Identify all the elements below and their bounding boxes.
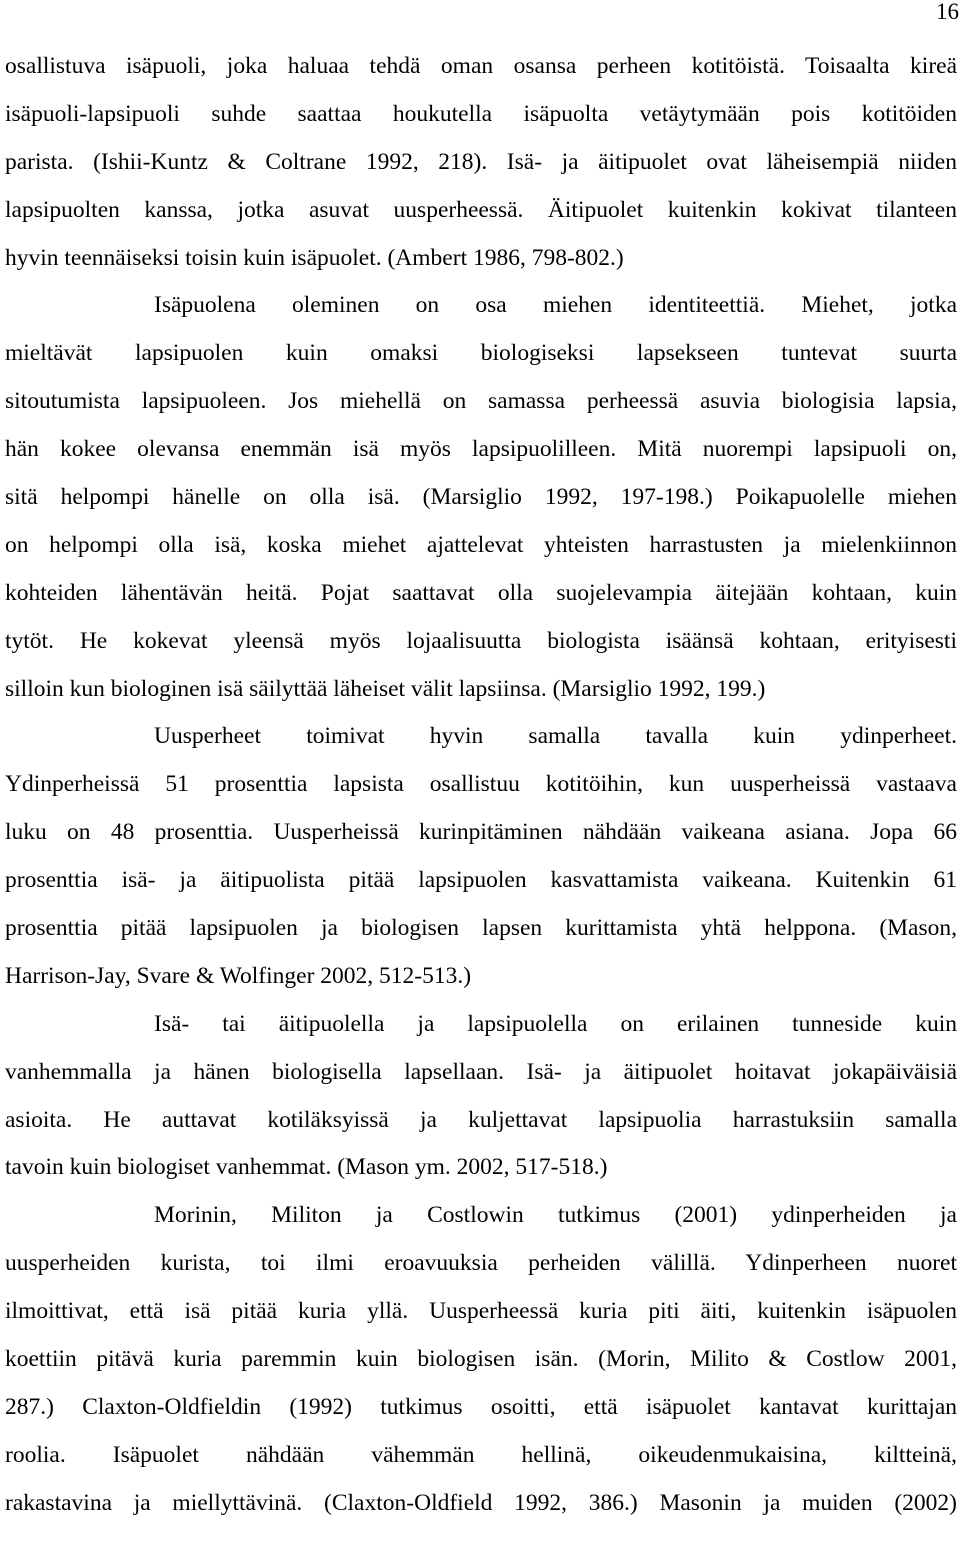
text-line: asioita. He auttavat kotiläksyissä ja kuljettavat lapsipuolia harrastuksiin samalla <box>5 1106 957 1133</box>
text-line: parista. (Ishii-Kuntz & Coltrane 1992, 218). Isä- ja äitipuolet ovat läheisempiä niiden <box>5 148 957 175</box>
text-line: koettiin pitävä kuria paremmin kuin biologisen isän. (Morin, Milito & Costlow 2001, <box>5 1346 957 1373</box>
text-line: vanhemmalla ja hänen biologisella lapsellaan. Isä- ja äitipuolet hoitavat jokapäiväisiä <box>5 1058 957 1085</box>
page-number: 16 <box>936 0 959 24</box>
text-line: 287.) Claxton-Oldfieldin (1992) tutkimus osoitti, että isäpuolet kantavat kurittajan <box>5 1393 957 1420</box>
text-line: roolia. Isäpuolet nähdään vähemmän hellinä, oikeudenmukaisina, kiltteinä, <box>5 1441 957 1468</box>
text-line: tavoin kuin biologiset vanhemmat. (Mason ym. 2002, 517-518.) <box>5 1154 608 1181</box>
text-line: sitä helpompi hänelle on olla isä. (Marsiglio 1992, 197-198.) Poikapuolelle miehen <box>5 484 957 511</box>
text-line: rakastavina ja miellyttävinä. (Claxton-Oldfield 1992, 386.) Masonin ja muiden (2002) <box>5 1489 957 1516</box>
text-line: Morinin, Militon ja Costlowin tutkimus (2001) ydinperheiden ja <box>154 1202 957 1229</box>
text-line: silloin kun biologinen isä säilyttää läheiset välit lapsiinsa. (Marsiglio 1992, 199.) <box>5 675 766 702</box>
text-line: Uusperheet toimivat hyvin samalla tavalla kuin ydinperheet. <box>154 723 957 750</box>
text-line: tytöt. He kokevat yleensä myös lojaalisuutta biologista isäänsä kohtaan, erityisesti <box>5 627 957 654</box>
body-text <box>5 43 957 1528</box>
text-line: isäpuoli-lapsipuoli suhde saattaa houkutella isäpuolta vetäytymään pois kotitöiden <box>5 100 957 127</box>
text-line: prosenttia pitää lapsipuolen ja biologisen lapsen kurittamista yhtä helppona. (Mason, <box>5 915 957 942</box>
text-line: on helpompi olla isä, koska miehet ajattelevat yhteisten harrastusten ja mielenkiinnon <box>5 531 957 558</box>
text-line: hyvin teennäiseksi toisin kuin isäpuolet. (Ambert 1986, 798-802.) <box>5 244 624 271</box>
text-line: mieltävät lapsipuolen kuin omaksi biologiseksi lapsekseen tuntevat suurta <box>5 340 957 367</box>
text-line: hän kokee olevansa enemmän isä myös lapsipuolilleen. Mitä nuorempi lapsipuoli on, <box>5 436 957 463</box>
text-line: Isäpuolena oleminen on osa miehen identiteettiä. Miehet, jotka <box>154 292 957 319</box>
text-line: lapsipuolten kanssa, jotka asuvat uusperheessä. Äitipuolet kuitenkin kokivat tilanteen <box>5 196 957 223</box>
text-line: Ydinperheissä 51 prosenttia lapsista osallistuu kotitöihin, kun uusperheissä vastaava <box>5 771 957 798</box>
text-line: Isä- tai äitipuolella ja lapsipuolella on erilainen tunneside kuin <box>154 1010 957 1037</box>
text-line: luku on 48 prosenttia. Uusperheissä kurinpitäminen nähdään vaikeana asiana. Jopa 66 <box>5 819 957 846</box>
text-line: Harrison-Jay, Svare & Wolfinger 2002, 512-513.) <box>5 962 472 989</box>
text-line: uusperheiden kurista, toi ilmi eroavuuksia perheiden välillä. Ydinperheen nuoret <box>5 1250 957 1277</box>
text-line: osallistuva isäpuoli, joka haluaa tehdä oman osansa perheen kotitöistä. Toisaalta kireä <box>5 53 957 79</box>
text-line: ilmoittivat, että isä pitää kuria yllä. Uusperheessä kuria piti äiti, kuitenkin isäpuolen <box>5 1298 957 1325</box>
text-line: prosenttia isä- ja äitipuolista pitää lapsipuolen kasvattamista vaikeana. Kuitenkin 61 <box>5 867 957 894</box>
text-line: kohteiden lähentävän heitä. Pojat saattavat olla suojelevampia äitejään kohtaan, kuin <box>5 579 957 606</box>
text-line: sitoutumista lapsipuoleen. Jos miehellä on samassa perheessä asuvia biologisia lapsia, <box>5 388 957 415</box>
